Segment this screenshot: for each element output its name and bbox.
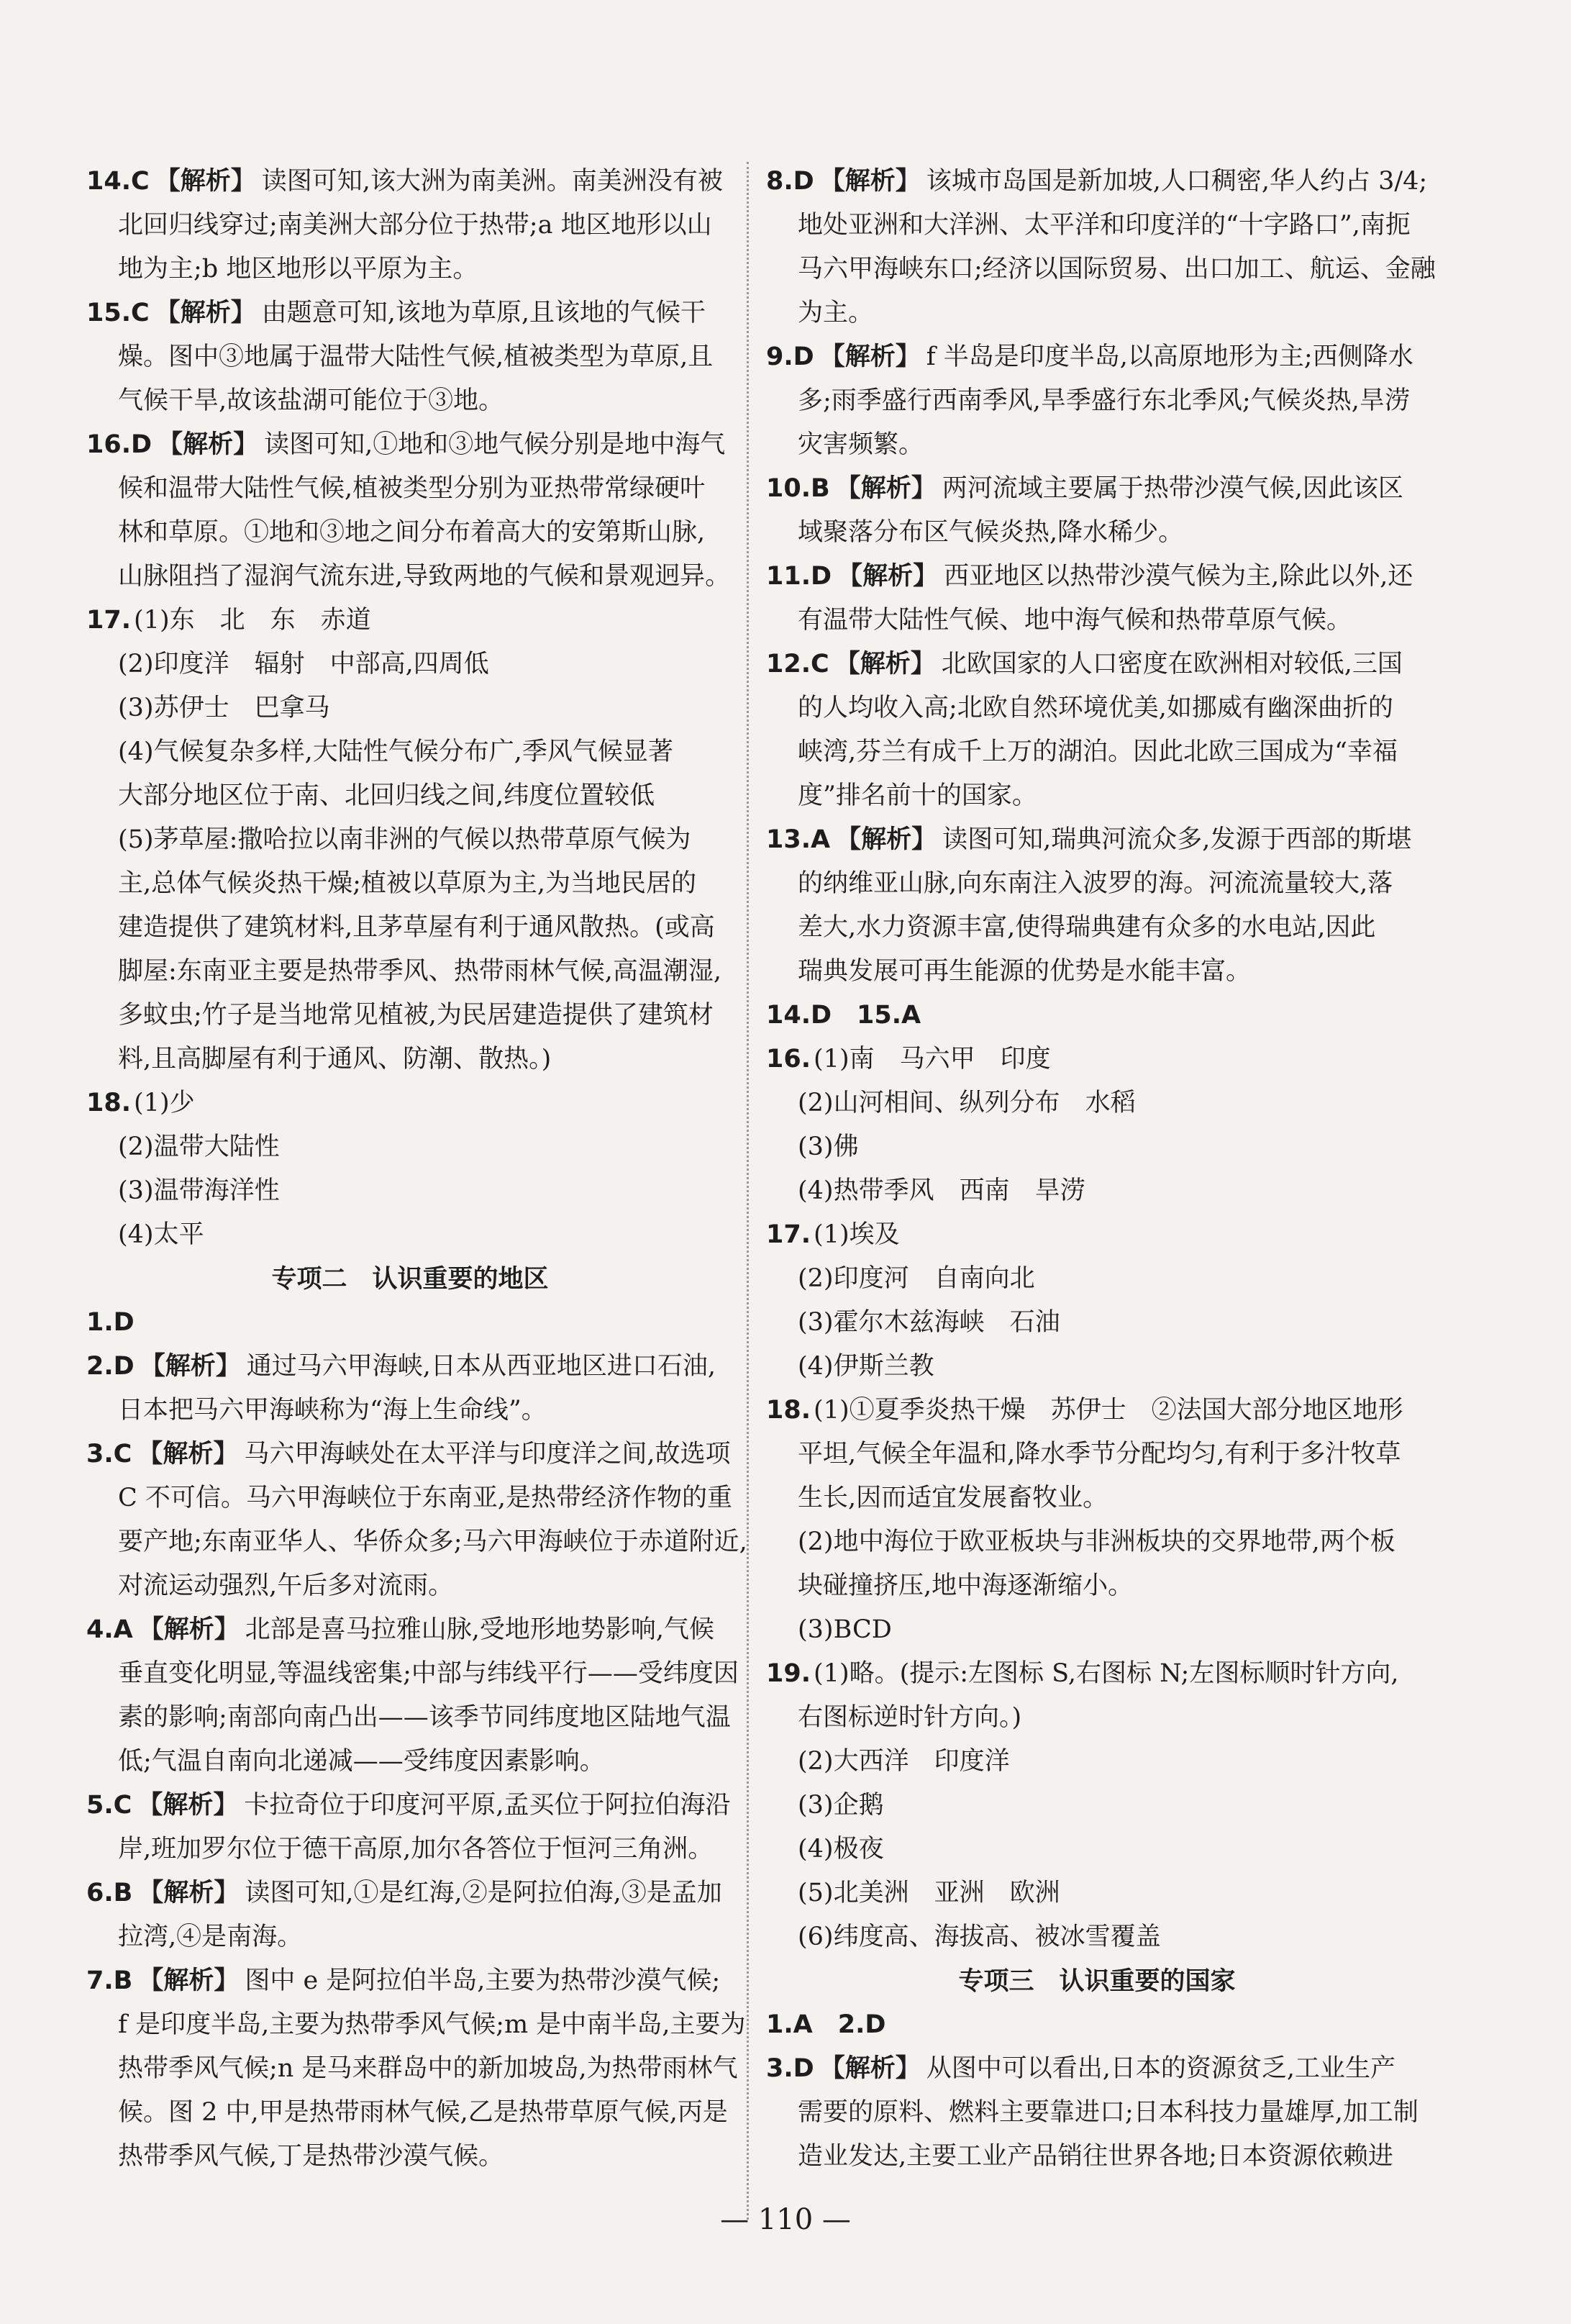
continuation-line: 峡湾,芬兰有成千上万的湖泊。因此北欧三国成为“幸福 <box>798 737 1398 766</box>
answer-item <box>86 1608 734 1652</box>
continuation-line: 日本把马六甲海峡称为“海上生命线”。 <box>118 1396 547 1425</box>
answer-number: 18. <box>766 1396 811 1425</box>
continuation-line: 的人均收入高;北欧自然环境优美,如挪威有幽深曲折的 <box>798 694 1393 722</box>
continuation-line: 燥。图中③地属于温带大陆性气候,植被类型为草原,且 <box>118 342 714 371</box>
answer-text: (1)少 <box>134 1089 195 1117</box>
continuation-line: 候和温带大陆性气候,植被类型分别为亚热带常绿硬叶 <box>118 474 706 503</box>
continuation-line: 林和草原。①地和③地之间分布着高大的安第斯山脉, <box>118 518 706 547</box>
answer-text: 北欧国家的人口密度在欧洲相对较低,三国 <box>941 650 1403 678</box>
sub-answer-line: (3)企鹅 <box>798 1791 884 1820</box>
sub-answer-line: (3)苏伊士 巴拿马 <box>118 694 330 722</box>
answer-text: (1)略。(提示:左图标 S,右图标 N;左图标顺时针方向, <box>814 1659 1399 1688</box>
sub-answer-line: (3)BCD <box>798 1615 892 1644</box>
answer-item <box>766 818 1428 862</box>
answer-number: 7.B <box>86 1966 133 1995</box>
continuation-line: 垂直变化明显,等温线密集;中部与纬线平行——受纬度因 <box>118 1659 739 1688</box>
continuation-line: 域聚落分布区气候炎热,降水稀少。 <box>798 518 1184 547</box>
answer-number: 3.C <box>86 1440 132 1469</box>
answer-number: 14.D 15.A <box>766 1001 921 1030</box>
continuation-line: 对流运动强烈,午后多对流雨。 <box>118 1571 454 1600</box>
answer-number: 19. <box>766 1659 811 1688</box>
answer-text: 读图可知,①地和③地气候分别是地中海气 <box>264 430 726 459</box>
answer-number: 12.C <box>766 650 829 678</box>
answer-item <box>86 291 734 335</box>
answer-text: 从图中可以看出,日本的资源贫乏,工业生产 <box>926 2054 1395 2083</box>
answer-item <box>766 2047 1428 2091</box>
continuation-line: 候。图 2 中,甲是热带雨林气候,乙是热带草原气候,丙是 <box>118 2098 728 2127</box>
analysis-tag: 【解析】 <box>837 562 939 591</box>
answer-item <box>766 994 1428 1038</box>
answer-item <box>766 1038 1428 1081</box>
answer-text: (1)埃及 <box>814 1220 900 1249</box>
analysis-tag: 【解析】 <box>155 299 256 327</box>
page-number: — 110 — <box>720 2203 851 2236</box>
answer-number: 17. <box>766 1220 811 1249</box>
continuation-line: 灾害频繁。 <box>798 430 924 459</box>
answer-text: 该城市岛国是新加坡,人口稠密,华人约占 3/4; <box>926 167 1428 196</box>
answer-number: 15.C <box>86 299 150 327</box>
answer-number: 18. <box>86 1089 132 1117</box>
sub-answer-line: (2)地中海位于欧亚板块与非洲板块的交界地带,两个板 <box>798 1528 1395 1556</box>
sub-answer-line: (4)气候复杂多样,大陆性气候分布广,季风气候显著 <box>118 737 673 766</box>
continuation-line: 热带季风气候;n 是马来群岛中的新加坡岛,为热带雨林气 <box>118 2054 738 2083</box>
answer-item <box>86 160 734 204</box>
answer-text: 通过马六甲海峡,日本从西亚地区进口石油, <box>246 1352 716 1381</box>
analysis-tag: 【解析】 <box>158 430 259 459</box>
answer-number: 1.A 2.D <box>766 2010 886 2039</box>
analysis-tag: 【解析】 <box>137 1440 239 1469</box>
analysis-tag: 【解析】 <box>819 342 921 371</box>
answer-item <box>766 1652 1428 1696</box>
answer-number: 13.A <box>766 825 831 854</box>
sub-answer-line: (6)纬度高、海拔高、被冰雪覆盖 <box>798 1923 1161 1951</box>
sub-answer-line: (2)印度河 自南向北 <box>798 1264 1035 1293</box>
answer-item <box>86 1345 734 1389</box>
answer-number: 11.D <box>766 562 832 591</box>
answer-number: 10.B <box>766 474 830 503</box>
answer-item <box>86 1081 734 1125</box>
continuation-line: 度”排名前十的国家。 <box>798 781 1037 810</box>
answer-text: 马六甲海峡处在太平洋与印度洋之间,故选项 <box>244 1440 731 1469</box>
continuation-line: 气候干旱,故该盐湖可能位于③地。 <box>118 386 504 415</box>
column-divider <box>747 162 749 2220</box>
continuation-line: 素的影响;南部向南凸出——该季节同纬度地区陆地气温 <box>118 1703 731 1732</box>
analysis-tag: 【解析】 <box>137 1791 239 1820</box>
answer-text: 读图可知,瑞典河流众多,发源于西部的斯堪 <box>942 825 1412 854</box>
answer-item <box>766 2003 1428 2047</box>
analysis-tag: 【解析】 <box>138 1966 240 1995</box>
continuation-line: 热带季风气候,丁是热带沙漠气候。 <box>118 2142 504 2171</box>
answer-item <box>86 1959 734 2003</box>
sub-answer-line: (4)极夜 <box>798 1835 884 1864</box>
continuation-line: 差大,水力资源丰富,使得瑞典建有众多的水电站,因此 <box>798 913 1376 942</box>
answer-item <box>766 467 1428 511</box>
continuation-line: 低;气温自南向北递减——受纬度因素影响。 <box>118 1747 605 1776</box>
continuation-line: 需要的原料、燃料主要靠进口;日本科技力量雄厚,加工制 <box>798 2098 1419 2127</box>
answer-text: 西亚地区以热带沙漠气候为主,除此以外,还 <box>944 562 1413 591</box>
answer-text: 读图可知,该大洲为南美洲。南美洲没有被 <box>261 167 723 196</box>
continuation-line: 为主。 <box>798 299 874 327</box>
continuation-line: 山脉阻挡了湿润气流东进,导致两地的气候和景观迥异。 <box>118 562 731 591</box>
sub-answer-line: (5)北美洲 亚洲 欧洲 <box>798 1879 1060 1907</box>
answer-number: 5.C <box>86 1791 132 1820</box>
left-column <box>86 160 747 2179</box>
continuation-line: 地处亚洲和大洋洲、太平洋和印度洋的“十字路口”,南扼 <box>798 211 1411 240</box>
answer-number: 16. <box>766 1045 811 1074</box>
answer-text: (1)①夏季炎热干燥 苏伊士 ②法国大部分地区地形 <box>814 1396 1403 1425</box>
sub-answer-line: 料,且高脚屋有利于通风、防潮、散热。) <box>118 1045 552 1074</box>
answer-text: 由题意可知,该地为草原,且该地的气候干 <box>261 299 706 327</box>
continuation-line: 多;雨季盛行西南季风,旱季盛行东北季风;气候炎热,旱涝 <box>798 386 1410 415</box>
sub-answer-line: 平坦,气候全年温和,降水季节分配均匀,有利于多汁牧草 <box>798 1440 1401 1469</box>
sub-answer-line: 大部分地区位于南、北回归线之间,纬度位置较低 <box>118 781 655 810</box>
answer-text: 两河流域主要属于热带沙漠气候,因此该区 <box>942 474 1403 503</box>
continuation-line: 的纳维亚山脉,向东南注入波罗的海。河流流量较大,落 <box>798 869 1393 898</box>
analysis-tag: 【解析】 <box>819 2054 921 2083</box>
continuation-line: 拉湾,④是南海。 <box>118 1923 303 1951</box>
answer-text: f 半岛是印度半岛,以高原地形为主;西侧降水 <box>926 342 1413 371</box>
analysis-tag: 【解析】 <box>138 1879 240 1907</box>
answer-text: 卡拉奇位于印度河平原,孟买位于阿拉伯海沿 <box>244 1791 731 1820</box>
answer-number: 2.D <box>86 1352 135 1381</box>
sub-answer-line: (3)温带海洋性 <box>118 1176 280 1205</box>
sub-answer-line: (2)印度洋 辐射 中部高,四周低 <box>118 650 489 678</box>
analysis-tag: 【解析】 <box>834 650 936 678</box>
sub-answer-line: (5)茅草屋:撒哈拉以南非洲的气候以热带草原气候为 <box>118 825 691 854</box>
answer-number: 16.D <box>86 430 152 459</box>
answer-number: 8.D <box>766 167 814 196</box>
analysis-tag: 【解析】 <box>138 1615 240 1644</box>
analysis-tag: 【解析】 <box>836 825 937 854</box>
sub-answer-line: (2)温带大陆性 <box>118 1133 280 1161</box>
sub-answer-line: (2)大西洋 印度洋 <box>798 1747 1010 1776</box>
sub-answer-line: 右图标逆时针方向。) <box>798 1703 1022 1732</box>
analysis-tag: 【解析】 <box>155 167 256 196</box>
answer-text: (1)南 马六甲 印度 <box>814 1045 1051 1074</box>
answer-number: 4.A <box>86 1615 133 1644</box>
continuation-line: 马六甲海峡东口;经济以国际贸易、出口加工、航运、金融 <box>798 255 1436 283</box>
answer-text: 北部是喜马拉雅山脉,受地形地势影响,气候 <box>245 1615 715 1644</box>
continuation-line: 地为主;b 地区地形以平原为主。 <box>118 255 478 283</box>
sub-answer-line: (4)伊斯兰教 <box>798 1352 934 1381</box>
sub-answer-line: 脚屋:东南亚主要是热带季风、热带雨林气候,高温潮湿, <box>118 957 722 986</box>
answer-item <box>766 1389 1428 1433</box>
answer-item <box>86 423 734 467</box>
answer-number: 9.D <box>766 342 814 371</box>
sub-answer-line: (2)山河相间、纵列分布 水稻 <box>798 1089 1136 1117</box>
continuation-line: C 不可信。马六甲海峡位于东南亚,是热带经济作物的重 <box>118 1484 733 1512</box>
answer-number: 17. <box>86 606 132 635</box>
continuation-line: 北回归线穿过;南美洲大部分位于热带;a 地区地形以山 <box>118 211 712 240</box>
sub-answer-line: 生长,因而适宜发展畜牧业。 <box>798 1484 1108 1512</box>
answer-item <box>86 1871 734 1915</box>
analysis-tag: 【解析】 <box>140 1352 241 1381</box>
answer-text: 读图可知,①是红海,②是阿拉伯海,③是孟加 <box>245 1879 722 1907</box>
continuation-line: 有温带大陆性气候、地中海气候和热带草原气候。 <box>798 606 1352 635</box>
answer-item <box>766 335 1428 379</box>
right-column <box>766 160 1436 2179</box>
answer-number: 1.D <box>86 1308 135 1337</box>
answer-item <box>86 599 734 643</box>
continuation-line: 要产地;东南亚华人、华侨众多;马六甲海峡位于赤道附近, <box>118 1528 747 1556</box>
answer-text: 图中 e 是阿拉伯半岛,主要为热带沙漠气候; <box>245 1966 721 1995</box>
answer-item <box>86 1433 734 1476</box>
answer-item <box>766 643 1428 686</box>
answer-item <box>86 1301 734 1345</box>
analysis-tag: 【解析】 <box>835 474 937 503</box>
answer-number: 14.C <box>86 167 150 196</box>
continuation-line: 瑞典发展可再生能源的优势是水能丰富。 <box>798 957 1252 986</box>
continuation-line: f 是印度半岛,主要为热带季风气候;m 是中南半岛,主要为 <box>118 2010 746 2039</box>
answer-item <box>766 555 1428 599</box>
continuation-line: 造业发达,主要工业产品销往世界各地;日本资源依赖进 <box>798 2142 1393 2171</box>
answer-number: 6.B <box>86 1879 133 1907</box>
sub-answer-line: 块碰撞挤压,地中海逐渐缩小。 <box>798 1571 1134 1600</box>
sub-answer-line: (4)太平 <box>118 1220 204 1249</box>
section-heading: 专项三 认识重要的国家 <box>958 1966 1236 1996</box>
answer-item <box>766 1213 1428 1257</box>
sub-answer-line: (3)霍尔木兹海峡 石油 <box>798 1308 1060 1337</box>
sub-answer-line: (3)佛 <box>798 1133 859 1161</box>
sub-answer-line: 主,总体气候炎热干燥;植被以草原为主,为当地民居的 <box>118 869 697 898</box>
sub-answer-line: (4)热带季风 西南 旱涝 <box>798 1176 1085 1205</box>
sub-answer-line: 建造提供了建筑材料,且茅草屋有利于通风散热。(或高 <box>118 913 715 942</box>
answer-number: 3.D <box>766 2054 814 2083</box>
sub-answer-line: 多蚊虫;竹子是当地常见植被,为民居建造提供了建筑材 <box>118 1001 714 1030</box>
answer-item <box>766 160 1428 204</box>
continuation-line: 岸,班加罗尔位于德干高原,加尔各答位于恒河三角洲。 <box>118 1835 714 1864</box>
answer-text: (1)东 北 东 赤道 <box>134 606 371 635</box>
answer-item <box>86 1784 734 1828</box>
analysis-tag: 【解析】 <box>819 167 921 196</box>
section-heading: 专项二 认识重要的地区 <box>271 1264 549 1294</box>
